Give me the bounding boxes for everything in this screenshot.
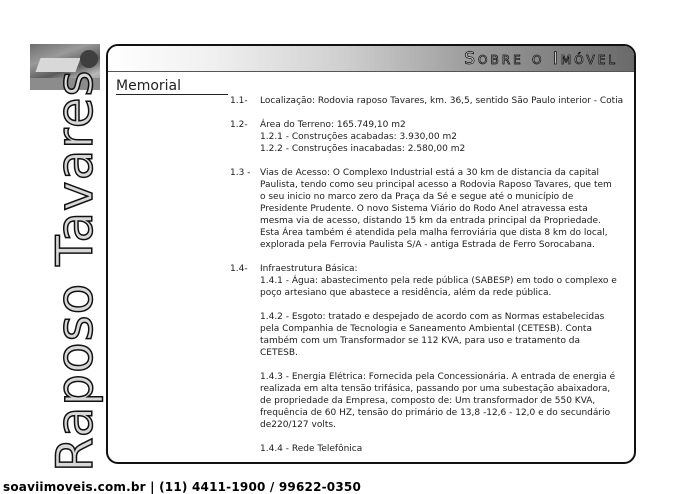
item-localizacao	[230, 95, 638, 107]
sub-item-construcoes-acabadas: 1.2.1 - Construções acabadas: 3.930,00 m2	[260, 132, 457, 142]
text-line: explorada pela Ferrovia Paulista S/A - antiga Estrada de Ferro Sorocabana.	[260, 240, 595, 250]
item-text: Localização: Rodovia raposo Tavares, km. 36,5, sentido São Paulo interior - Cotia	[260, 96, 624, 106]
item-number: 1.4-	[230, 264, 248, 274]
sub-item-esgoto	[260, 311, 638, 359]
text-line: de220/127 volts.	[260, 420, 336, 430]
item-number: 1.3 -	[230, 168, 251, 178]
text-line: Presidente Prudente. O novo Sistema Viário do Rodo Anel atravessa esta	[260, 204, 588, 214]
sub-item-telefone: 1.4.4 - Rede Telefônica	[260, 444, 363, 454]
photo-tree	[80, 50, 98, 68]
section-divider	[116, 94, 228, 95]
text-line: Vias de Acesso: O Complexo Industrial está a 30 km de distancia da capital	[260, 168, 600, 178]
item-infraestrutura	[230, 263, 638, 455]
text-line: de propriedade da Empresa, composto de: Um transformador de 550 KVA,	[260, 396, 596, 406]
memorial-content	[230, 95, 638, 455]
text-line: o seu inicio no marco zero da Praça da Sé e segue até o município de	[260, 192, 574, 202]
sub-item-agua	[260, 275, 638, 299]
item-area-terreno	[230, 119, 638, 155]
text-line: pela Companhia de Tecnologia e Saneamento Ambiental (CETESB). Conta	[260, 324, 592, 334]
text-line: mesma via de acesso, distando 15 km da entrada principal da Propriedade.	[260, 216, 601, 226]
header-bar	[108, 46, 634, 72]
footer-contact: soaviimoveis.com.br | (11) 4411-1900 / 99622-0350	[3, 480, 362, 494]
item-text: Área do Terreno: 165.749,10 m2	[260, 120, 406, 130]
text-line: poço artesiano que abastece a residência, além da rede pública.	[260, 288, 552, 298]
text-line: Esta Área também é atendida pela malha ferroviária que dista 8 km do local,	[260, 228, 608, 238]
text-line: também com um Transformador se 112 KVA, para uso e tratamento da	[260, 336, 581, 346]
text-line: CETESB.	[260, 348, 298, 358]
header-title: Sobre o Imóvel	[464, 49, 618, 69]
text-line: frequência de 60 HZ, tensão do primário de 13,8 -12,6 - 12,0 e do secundário	[260, 408, 611, 418]
text-line: Paulista, tendo como seu principal acesso a Rodovia Raposo Tavares, que tem	[260, 180, 612, 190]
text-line: 1.4.1 - Água: abastecimento pela rede pública (SABESP) em todo o complexo e	[260, 276, 617, 286]
text-line: 1.4.2 - Esgoto: tratado e despejado de acordo com as Normas estabelecidas	[260, 312, 605, 322]
item-number: 1.1-	[230, 96, 248, 106]
text-line: realizada em alta tensão trifásica, passando por uma subestação abaixadora,	[260, 384, 611, 394]
sub-item-construcoes-inacabadas: 1.2.2 - Construções inacabadas: 2.580,00 m2	[260, 144, 466, 154]
item-number: 1.2-	[230, 120, 248, 130]
text-line: 1.4.3 - Energia Elétrica: Fornecida pela Concessionária. A entrada de energia é	[260, 372, 616, 382]
item-vias-acesso	[230, 167, 638, 251]
property-name: Raposo Tavares	[46, 69, 104, 472]
sub-item-energia	[260, 371, 638, 431]
section-label: Memorial	[116, 78, 182, 94]
item-text: Infraestrutura Básica:	[260, 264, 358, 274]
